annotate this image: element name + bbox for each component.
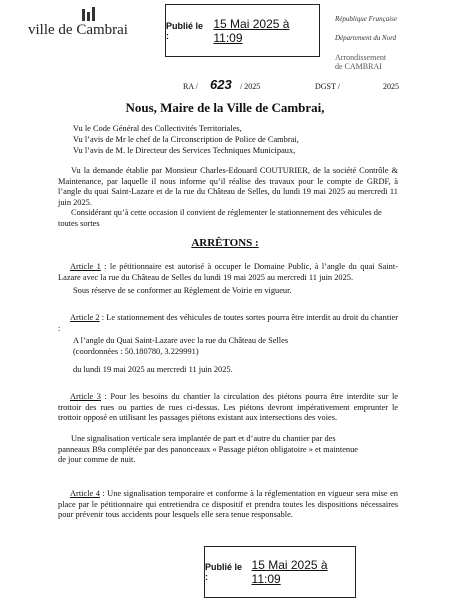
ref-year-2: 2025 [383,82,399,91]
request-paragraph: Vu la demande établie par Monsieur Charles-Edouard COUTURIER, de la société Contrôle & Maintenance, par laquelle il nous informe qu’il réalise des travaux pour le compte de GRDF, à l’angle du quai Saint-Lazare et de la rue du Château de Selles, du lundi 19 mai 2025 au mercredi 11 juin 2025. [58,166,398,207]
article-text: : Le stationnement des véhicules de toutes sortes pourra être interdit au droit du chantier : [58,313,398,333]
decree-heading: ARRÊTONS : [191,237,259,249]
article-text: : Une signalisation temporaire et conforme à la réglementation en vigueur sera mise en place par le pétitionnaire qui entretiendra ce dispositif et prendra toutes les dispositions nécessaires pour prévenir tous accidents pour lesquels elle sera tenue responsable. [58,489,398,519]
article-1 [58,262,398,283]
article-text: : Pour les besoins du chantier la circulation des piétons pourra être interdite sur le trottoir des rues ou parties de rues ci-dessus. Les piétons devront impérativement emprunter le trottoir opposé en utilisant les passages piétons existant aux intersections des voies. [58,392,398,422]
ref-prefix: RA / [183,82,198,91]
period-line: du lundi 19 mai 2025 au mercredi 11 juin 2025. [73,365,233,374]
article-2 [58,313,398,334]
arrondissement-name: de CAMBRAI [335,62,382,71]
article-text: : le pétitionnaire est autorisé à occuper le Domaine Public, à l’angle du quai Saint-Lazare avec la rue du Château de Selles du lundi 19 mai 2025 au mercredi 11 juin 2025. [58,262,398,282]
article-3-signage: Une signalisation verticale sera implantée de part et d’autre du chantier par des panneaux B9a complétée par des panonceaux « Passage piéton obligatoire » et maintenue de jour comme de nuit. [58,434,358,464]
location-line: A l’angle du Quai Saint-Lazare avec la rue du Château de Selles [73,336,289,345]
logo-text: ville de Cambrai [28,22,128,38]
article-3 [58,392,398,424]
article-4 [58,489,398,521]
vu-line: Vu l’avis de M. le Directeur des Services Techniques Municipaux, [73,146,296,155]
page-title: Nous, Maire de la Ville de Cambrai, [125,100,325,115]
stamp-label: Publié le : [166,20,204,41]
ref-dgst: DGST / [315,82,340,91]
stamp-label: Publié le : [205,562,243,582]
republic-label: République Française [335,15,398,23]
coordinates-line: (coordonnées : 50.180780, 3.229991) [73,347,199,356]
vu-line: Vu le Code Général des Collectivités Territoriales, [73,124,242,133]
published-stamp-top [165,4,320,57]
department-label: Département du Nord [335,34,397,42]
article-title: Article 2 [70,313,100,322]
published-stamp-bottom [204,546,356,598]
article-title: Article 3 [70,392,101,401]
article-1-note: Sous réserve de se conformer au Règlement de Voirie en vigueur. [73,286,292,295]
ref-number: 623 [210,77,232,92]
considering-paragraph: Considérant qu’à cette occasion il convient de réglementer le stationnement des véhicules de toutes sortes [58,208,382,228]
article-title: Article 1 [70,262,101,271]
ref-year: / 2025 [240,82,261,91]
arrondissement-label: Arrondissement [335,53,387,62]
stamp-date: 15 Mai 2025 à 11:09 [251,558,328,586]
stamp-date: 15 Mai 2025 à 11:09 [213,16,290,45]
vu-line: Vu l’avis de Mr le chef de la Circonscription de Police de Cambrai, [73,135,299,144]
article-title: Article 4 [70,489,100,498]
